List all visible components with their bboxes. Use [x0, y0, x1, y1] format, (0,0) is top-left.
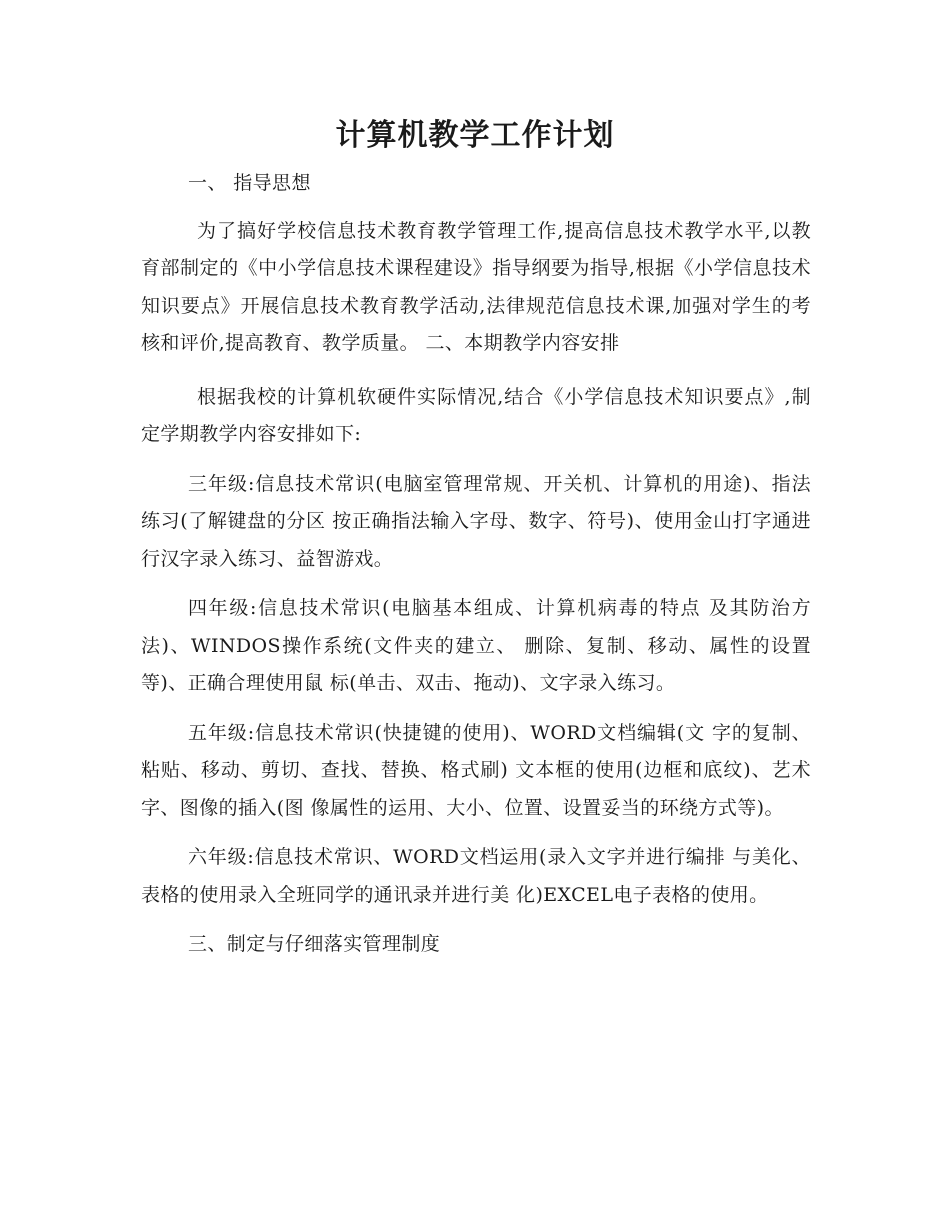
paragraph-content-arrangement: 根据我校的计算机软硬件实际情况,结合《小学信息技术知识要点》,制定学期教学内容安排如下:	[141, 385, 811, 445]
paragraph-guiding-ideology: 为了搞好学校信息技术教育教学管理工作,提高信息技术教学水平,以教育部制定的《中小学信息技术课程建设》指导纲要为指导,根据《小学信息技术知识要点》开展信息技术教育教学活动,法律规范信息技术课,加强对学生的考核和评价,提高教育、教学质量。 二、本期教学内容安排	[141, 219, 811, 354]
paragraph-grade-6: 六年级:信息技术常识、WORD文档运用(录入文字并进行编排 与美化、表格的使用录入全班同学的通讯录并进行美 化)EXCEL电子表格的使用。	[141, 846, 811, 906]
paragraph-grade-3: 三年级:信息技术常识(电脑室管理常规、开关机、计算机的用途)、指法练习(了解键盘的分区 按正确指法输入字母、数字、符号)、使用金山打字通进行汉字录入练习、益智游戏。	[141, 472, 811, 570]
section-heading-management: 三、制定与仔细落实管理制度	[188, 933, 441, 955]
paragraph-grade-4: 四年级:信息技术常识(电脑基本组成、计算机病毒的特点 及其防治方法)、WINDOS操作系统(文件夹的建立、 删除、复制、移动、属性的设置等)、正确合理使用鼠 标(单击、双击、拖动)、文字录入练习。	[141, 597, 811, 694]
paragraph-grade-5: 五年级:信息技术常识(快捷键的使用)、WORD文档编辑(文 字的复制、粘贴、移动、剪切、查找、替换、格式刷) 文本框的使用(边框和底纹)、艺术字、图像的插入(图 像属性的运用、大小、位置、设置妥当的环绕方式等)。	[141, 721, 811, 819]
document-body	[141, 165, 811, 964]
section-heading-guiding-ideology: 一、 指导思想	[188, 172, 311, 194]
document-title: 计算机教学工作计划	[335, 118, 615, 153]
